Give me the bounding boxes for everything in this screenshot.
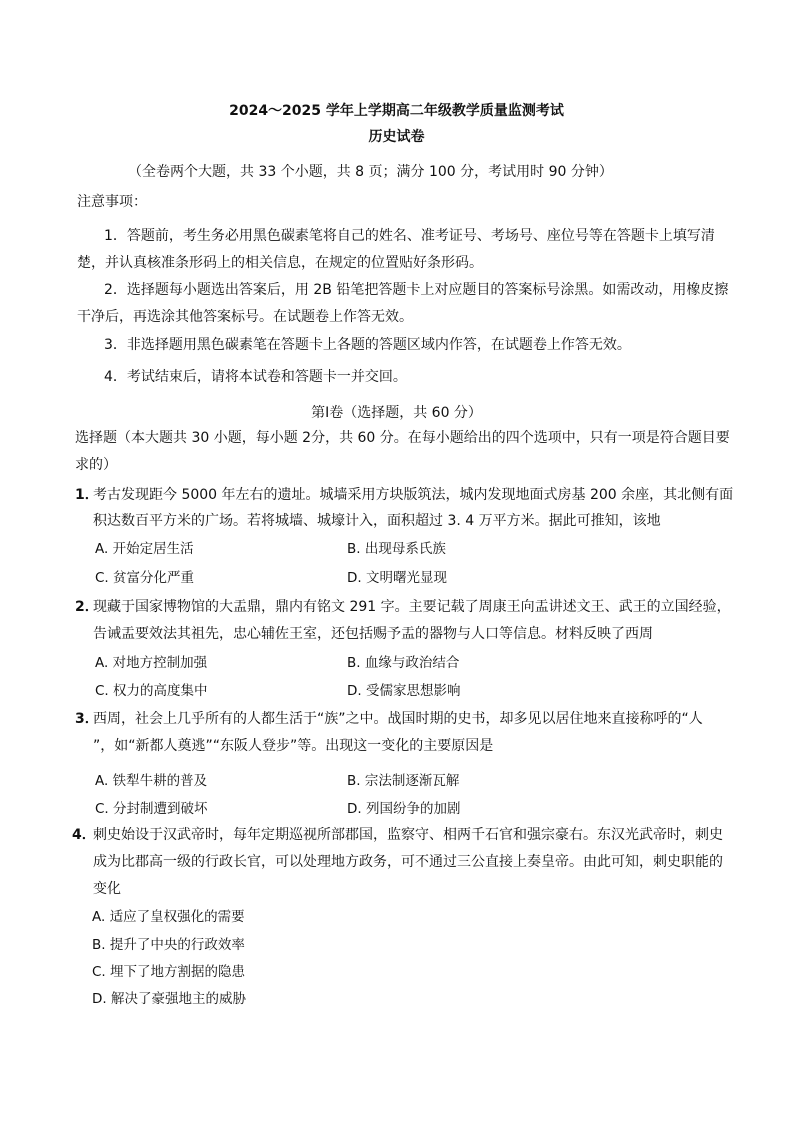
notice-heading: 注意事项： <box>77 194 147 210</box>
question-number: 1． <box>75 487 99 503</box>
notice-item-1-line-1: 1．答题前，考生务必用黑色碳素笔将自己的姓名、准考证号、考场号、座位号等在答题卡上填写清 <box>104 228 715 244</box>
question-text-line: 现藏于国家博物馆的大盂鼎，鼎内有铭文 291 字。主要记载了周康王向盂讲述文王、武王的立国经验， <box>93 599 731 615</box>
notice-item-4: 4．考试结束后，请将本试卷和答题卡一并交回。 <box>104 369 407 385</box>
option-d[interactable]: D. 文明曙光显现 <box>347 570 447 586</box>
notice-item-2-line-2: 干净后，再选涂其他答案标号。在试题卷上作答无效。 <box>77 309 413 325</box>
question-text-line: 变化 <box>93 881 121 897</box>
option-b[interactable]: B. 宗法制逐渐瓦解 <box>347 773 460 789</box>
option-d[interactable]: D. 受儒家思想影响 <box>347 683 461 699</box>
question-text-line: 西周，社会上几乎所有的人都生活于“族”之中。战国时期的史书，却多见以居住地来直接称呼的“人 <box>93 711 703 727</box>
option-a[interactable]: A. 对地方控制加强 <box>95 655 208 671</box>
option-d[interactable]: D. 解决了豪强地主的威胁 <box>92 991 246 1007</box>
option-a[interactable]: A. 适应了皇权强化的需要 <box>92 909 245 925</box>
exam-title: 2024～2025 学年上学期高二年级教学质量监测考试 <box>229 103 564 119</box>
question-text-line: 成为比郡高一级的行政长官，可以处理地方政务，可不通过三公直接上奏皇帝。由此可知，刺史职能的 <box>93 854 723 870</box>
option-d[interactable]: D. 列国纷争的加剧 <box>347 801 461 817</box>
question-text-line: 告诫盂要效法其祖先，忠心辅佐王室，还包括赐予盂的器物与人口等信息。材料反映了西周 <box>93 626 653 642</box>
notice-item-2-line-1: 2．选择题每小题选出答案后，用 2B 铅笔把答题卡上对应题目的答案标号涂黑。如需改动，用橡皮擦 <box>104 282 729 298</box>
question-text-line: ”，如“新都人奠逃”“东阪人登步”等。出现这一变化的主要原因是 <box>93 738 494 754</box>
option-a[interactable]: A. 开始定居生活 <box>95 541 194 557</box>
notice-item-1-line-2: 楚，并认真核准条形码上的相关信息，在规定的位置贴好条形码。 <box>77 255 483 271</box>
question-text-line: 刺史始设于汉武帝时，每年定期巡视所部郡国，监察守、相两千石官和强宗豪右。东汉光武帝时，刺史 <box>93 827 723 843</box>
option-b[interactable]: B. 出现母系氏族 <box>347 541 446 557</box>
section-intro-line-2: 求的） <box>75 457 117 473</box>
question-number: 4． <box>72 827 96 843</box>
notice-item-3: 3．非选择题用黑色碳素笔在答题卡上各题的答题区域内作答，在试题卷上作答无效。 <box>104 337 631 353</box>
question-text-line: 考古发现距今 5000 年左右的遗址。城墙采用方块版筑法，城内发现地面式房基 200 余座，其北侧有面 <box>93 487 734 503</box>
section-intro-line-1: 选择题（本大题共 30 小题，每小题 2分，共 60 分。在每小题给出的四个选项中，只有一项是符合题目要 <box>75 430 730 446</box>
option-c[interactable]: C. 埋下了地方割据的隐患 <box>92 964 246 980</box>
question-number: 2． <box>75 599 99 615</box>
exam-info: （全卷两个大题，共 33 个小题，共 8 页；满分 100 分，考试用时 90 分钟） <box>128 164 613 180</box>
option-c[interactable]: C. 权力的高度集中 <box>95 683 208 699</box>
option-c[interactable]: C. 贫富分化严重 <box>95 570 195 586</box>
option-a[interactable]: A. 铁犁牛耕的普及 <box>95 773 208 789</box>
option-b[interactable]: B. 提升了中央的行政效率 <box>92 937 245 953</box>
option-c[interactable]: C. 分封制遭到破坏 <box>95 801 208 817</box>
section-title: 第Ⅰ卷（选择题，共 60 分） <box>311 405 482 421</box>
question-number: 3． <box>75 711 99 727</box>
option-b[interactable]: B. 血缘与政治结合 <box>347 655 460 671</box>
exam-subtitle: 历史试卷 <box>368 129 425 145</box>
question-text-line: 积达数百平方米的广场。若将城墙、城壕计入，面积超过 3. 4 万平方米。据此可推知，该地 <box>93 513 661 529</box>
